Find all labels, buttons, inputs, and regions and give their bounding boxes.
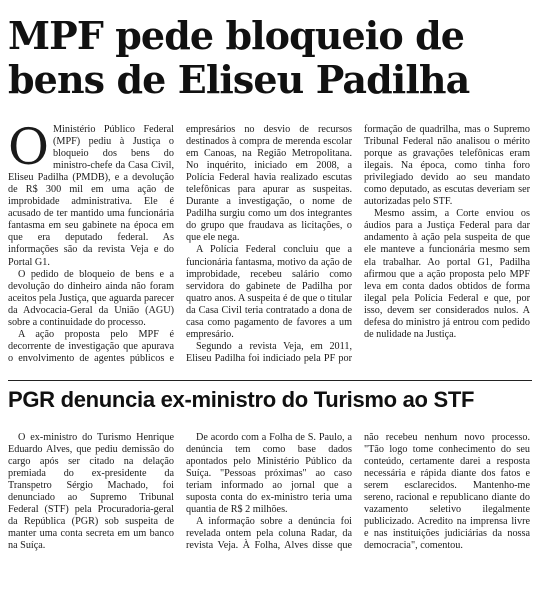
article-paragraph-6: Mesmo assim, a Corte enviou os áudios para a Justiça Federal para dar andamento à ação pela suspeita de que ele manteve a funcionária mesmo sem ela trabalhar. Ao portal G1, Padilha afirmou que a ação proposta pelo MPF leva em conta dados obtidos de forma ilegal pela Polícia Federal e que, por isso, devem ser considerados nulos. A defesa do ministro já entrou com pedido de nulidade na Justiça. xyxy=(364,208,530,340)
article-paragraph-5: Segundo a revista Veja, em 2011, Eliseu Padilha foi indiciado pela PF por formação de quadrilha, mas o Supremo Tribunal Federal não analisou o mérito porque as gravações telefônicas eram ilegais. Na época, como tinha foro privilegiado devido ao seu mandato como deputado, as escutas deveriam ser autorizadas pelo STF. xyxy=(186,124,530,364)
article-paragraph-1 xyxy=(8,124,174,269)
drop-cap: O xyxy=(8,124,49,176)
article-body xyxy=(8,124,530,366)
second-article-paragraph-1: O ex-ministro do Turismo Henrique Eduardo Alves, que pediu demissão do cargo após ser citado na delação premiada do ex-presidente da Transpetro Sérgio Machado, foi denunciado ao Supremo Tribunal Federal (STF) pela Procuradoria-geral da República (PGR) sob suspeita de manter uma conta secreta em um banco na Suíça. xyxy=(8,432,174,552)
second-article-paragraph-2: De acordo com a Folha de S. Paulo, a denúncia tem como base dados apontados pelo Ministério Público da Suíça. "Pessoas próximas" ao caso teriam informado ao jornal que a suposta conta do ex-ministro teria uma quantia de R$ 2 milhões. xyxy=(186,432,352,516)
second-article-headline: PGR denuncia ex-ministro do Turismo ao STF xyxy=(8,387,475,412)
article-paragraph-3: A ação proposta pelo MPF é decorrente de investigação que apurava o envolvimento de agentes públicos e empresários no desvio de recursos destinados à compra de merenda escolar em Canoas, na Região Metropolitana. No inquérito, iniciado em 2008, a Polícia Federal havia realizado escutas telefônicas para apurar as suspeitas. Durante a investigação, o nome de Padilha surgiu como um dos integrantes do grupo que fraudava as licitações, o que ele nega. xyxy=(8,124,352,364)
article-paragraph-2: O pedido de bloqueio de bens e a devolução do dinheiro ainda não foram aceitos pela Justiça, que aguarda parecer da Advocacia-Geral da União (AGU) sobre a continuidade do processo. xyxy=(8,268,174,328)
paragraph-text: Ministério Público Federal (MPF) pediu à Justiça o bloqueio dos bens do ministro-chefe da Casa Civil, Eliseu Padilha (PMDB), e a devolução de R$ 300 mil em uma ação de improbidade administrativa. Ele é acusado de ter mantido uma funcionária fantasma em seu gabinete na época em que era deputado federal. As informações são da revista Veja e do Portal G1. xyxy=(8,124,174,268)
article-paragraph-4: A Polícia Federal concluiu que a funcionária fantasma, motivo da ação de improbidade, recebeu salário como servidora do gabinete de Padilha por quatro anos. A suspeita é de que o titular da Casa Civil teria contratado a dona de casa como pagamento de favores a um empresário. xyxy=(186,244,352,340)
section-divider xyxy=(8,380,532,381)
second-article-body xyxy=(8,432,530,584)
article-headline: MPF pede bloqueio de bens de Eliseu Padilha xyxy=(8,13,470,102)
second-article-paragraph-3: A informação sobre a denúncia foi revelada ontem pela coluna Radar, da revista Veja. À Folha, Alves disse que não recebeu nenhum novo processo. "Tão logo tome conhecimento do seu conteúdo, certamente darei a resposta necessária e rápida diante dos fatos e serem esclarecidos. Mantenho-me sereno, racional e republicano diante do vazamento seletivo ilegalmente publicizado. Acredito na imprensa livre e nas instituições judiciárias da nossa democracia", comentou. xyxy=(186,432,530,552)
